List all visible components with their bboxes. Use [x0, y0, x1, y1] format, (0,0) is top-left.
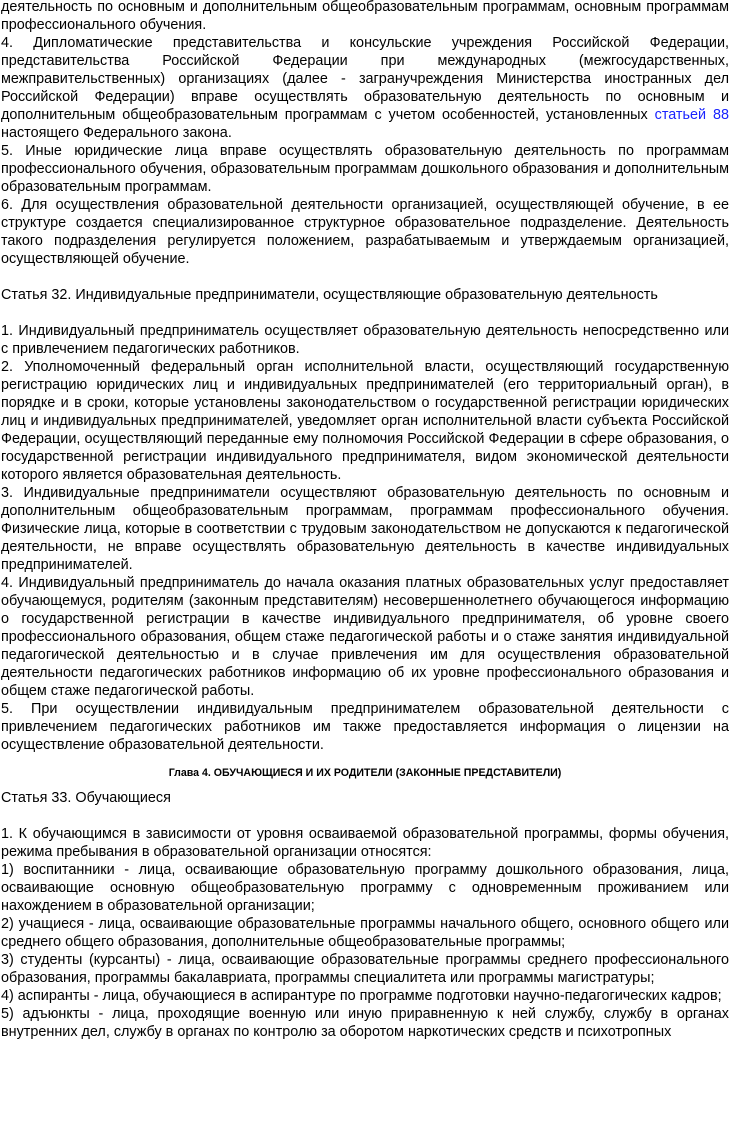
art32-p4: 4. Индивидуальный предприниматель до начала оказания платных образовательных услуг предоставляет обучающемуся, родителям (законным представителям) несовершеннолетнего обучающегося информацию о государственной регистрации в качестве индивидуального предпринимателя, об уровне своего профессионального образования, общем стаже педагогической работы и о стаже занятия индивидуальной педагогической деятельностью и в случае привлечения им для осуществления образовательной деятельности педагогических работников информацию об их уровне профессионального образования и общем стаже педагогической работы. [1, 575, 729, 699]
art31-p4 [0, 34, 730, 142]
art32-p5: 5. При осуществлении индивидуальным предпринимателем образовательной деятельности с привлечением педагогических работников им также предоставляется информация о лицензии на осуществление образовательной деятельности. [1, 701, 729, 753]
art33-item-1: 1) воспитанники - лица, осваивающие образовательную программу дошкольного образования, лица, осваивающие основную общеобразовательную программу с одновременным проживанием или нахождением в образовательной организации; [1, 862, 729, 914]
spacer [0, 304, 730, 322]
article-33-title: Статья 33. Обучающиеся [1, 790, 171, 806]
art33-item-5: 5) адъюнкты - лица, проходящие военную или иную приравненную к ней службу, службу в органах внутренних дел, службу в органах по контролю за оборотом наркотических средств и психотропных [1, 1006, 729, 1040]
spacer [0, 807, 730, 825]
art32-p1: 1. Индивидуальный предприниматель осуществляет образовательную деятельность непосредственно или с привлечением педагогических работников. [1, 323, 729, 357]
art31-p6: 6. Для осуществления образовательной деятельности организацией, осуществляющей обучение, в ее структуре создается специализированное структурное образовательное подразделение. Деятельность такого подразделения регулируется положением, разрабатываемым и утверждаемым организацией, осуществляющей обучение. [1, 197, 729, 267]
art33-p1: 1. К обучающимся в зависимости от уровня осваиваемой образовательной программы, формы обучения, режима пребывания в образовательной организации относятся: [1, 826, 729, 860]
art33-item-3: 3) студенты (курсанты) - лица, осваивающие образовательные программы среднего профессионального образования, программы бакалавриата, программы специалитета или программы магистратуры; [1, 952, 729, 986]
art32-p2: 2. Уполномоченный федеральный орган исполнительной власти, осуществляющий государственную регистрацию юридических лиц и индивидуальных предпринимателей (его территориальный орган), в порядке и в сроки, которые установлены законодательством о государственной регистрации юридических лиц и индивидуальных предпринимателей, уведомляет орган исполнительной власти субъекта Российской Федерации, осуществляющий переданные ему полномочия Российской Федерации в сфере образования, о государственной регистрации индивидуального предпринимателя, видом экономической деятельности которого является образовательная деятельность. [1, 359, 729, 483]
art31-p5: 5. Иные юридические лица вправе осуществлять образовательную деятельность по программам профессионального обучения, образовательным программам дошкольного образования и дополнительным образовательным программам. [1, 143, 729, 195]
article-32-title: Статья 32. Индивидуальные предприниматели, осуществляющие образовательную деятельность [1, 287, 658, 303]
art31-p4-text: 4. Дипломатические представительства и консульские учреждения Российской Федерации, представительства Российской Федерации при международных (межгосударственных, межправительственных) организациях (далее - загранучреждения Министерства иностранных дел Российской Федерации) вправе осуществлять образовательную деятельность по основным и дополнительным общеобразовательным программам с учетом особенностей, установленных [1, 35, 729, 123]
art31-p4-end: настоящего Федерального закона. [1, 125, 232, 141]
art32-p3: 3. Индивидуальные предприниматели осуществляют образовательную деятельность по основным и дополнительным общеобразовательным программам, программам профессионального обучения. Физические лица, которые в соответствии с трудовым законодательством не допускаются к педагогической деятельности, не вправе осуществлять образовательную деятельность в качестве индивидуальных предпринимателей. [1, 485, 729, 573]
spacer [0, 268, 730, 286]
art31-p3-tail: деятельность по основным и дополнительным общеобразовательным программам, основным программам профессионального обучения. [1, 0, 729, 33]
art33-item-4: 4) аспиранты - лица, обучающиеся в аспирантуре по программе подготовки научно-педагогических кадров; [1, 988, 722, 1004]
chapter-4-heading: Глава 4. ОБУЧАЮЩИЕСЯ И ИХ РОДИТЕЛИ (ЗАКОННЫЕ ПРЕДСТАВИТЕЛИ) [168, 767, 562, 779]
article-88-link[interactable]: статьей 88 [654, 107, 729, 123]
art33-item-2: 2) учащиеся - лица, осваивающие образовательные программы начального общего, основного общего или среднего общего образования, дополнительные общеобразовательные программы; [1, 916, 729, 950]
